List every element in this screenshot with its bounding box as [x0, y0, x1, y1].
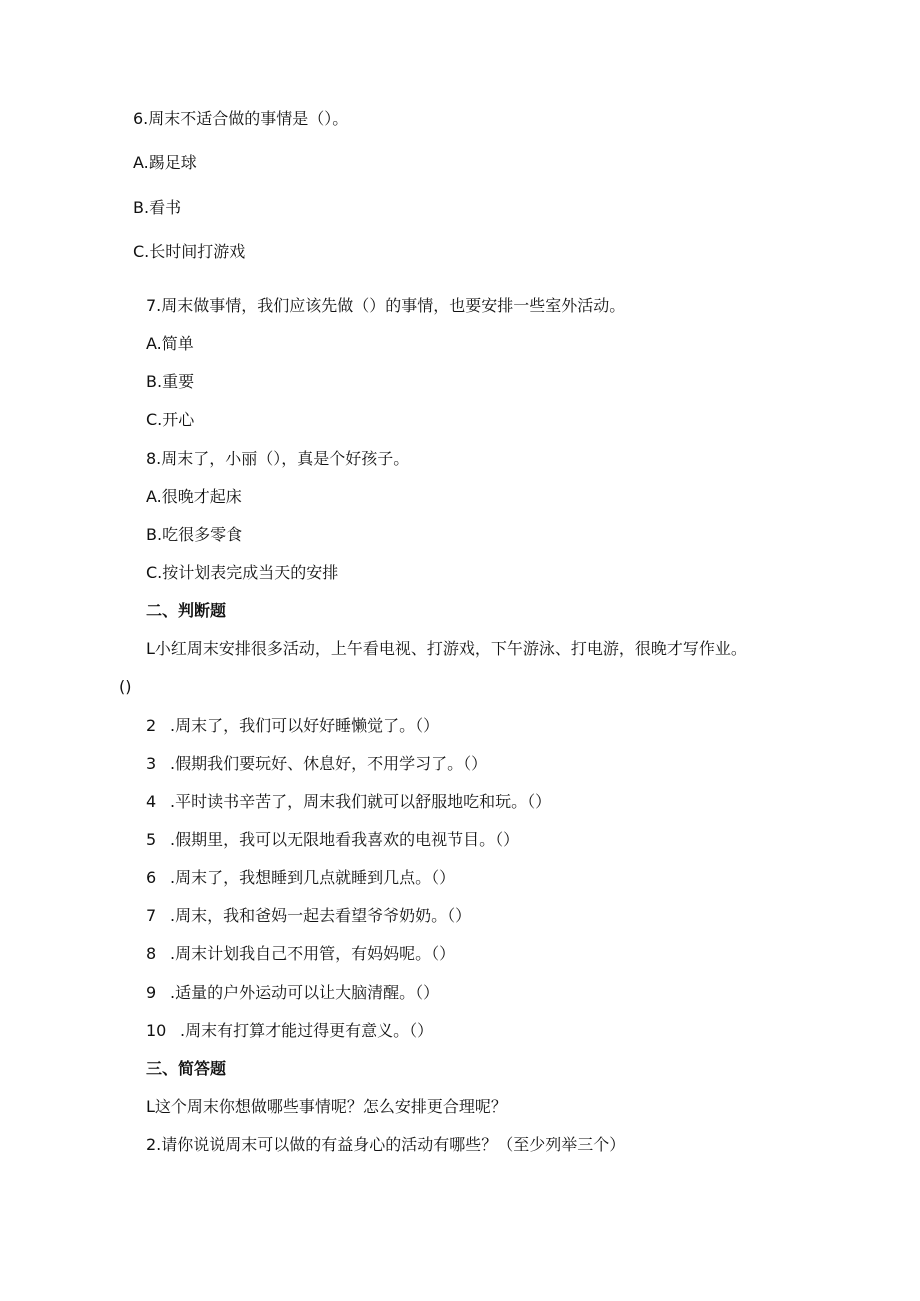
question-7-option-a: A.简单: [146, 334, 194, 353]
judge-item-text: .周末，我和爸妈一起去看望爷爷奶奶。（）: [170, 906, 472, 925]
judge-item-text: .周末有打算才能过得更有意义。（）: [180, 1021, 434, 1040]
judge-item-text: .适量的户外运动可以让大脑清醒。（）: [170, 983, 440, 1002]
section-heading-short-answer: 三、简答题: [146, 1059, 227, 1078]
question-7-stem: 7.周末做事情，我们应该先做（）的事情，也要安排一些室外活动。: [146, 296, 626, 315]
question-6-option-b: B.看书: [133, 198, 182, 217]
judge-item-text: .周末计划我自己不用管，有妈妈呢。（）: [170, 944, 456, 963]
section-heading-judge: 二、判断题: [146, 601, 227, 620]
short-answer-question-1: L这个周末你想做哪些事情呢？怎么安排更合理呢？: [146, 1097, 507, 1116]
judge-item-number: 9: [146, 983, 157, 1002]
judge-item-number: 2: [146, 716, 157, 735]
question-6-option-c: C.长时间打游戏: [133, 242, 246, 261]
question-8-stem: 8.周末了，小丽（），真是个好孩子。: [146, 449, 410, 468]
judge-item-10: [146, 1020, 433, 1042]
judge-item-text: .周末了，我想睡到几点就睡到几点。（）: [170, 868, 456, 887]
judge-item-number: 5: [146, 830, 157, 849]
judge-item-text: .假期我们要玩好、休息好，不用学习了。（）: [170, 754, 488, 773]
question-8-option-a: A.很晚才起床: [146, 487, 242, 506]
question-8-option-c: C.按计划表完成当天的安排: [146, 563, 339, 582]
judge-item-3: [146, 753, 487, 775]
judge-item-number: 8: [146, 944, 157, 963]
question-7-option-b: B.重要: [146, 372, 195, 391]
judge-item-5: [146, 829, 519, 851]
judge-item-2: [146, 715, 439, 737]
judge-item-4: [146, 791, 551, 813]
judge-item-number: 10: [146, 1021, 167, 1040]
judge-item-1-line-2: (): [119, 677, 132, 696]
short-answer-question-2: 2.请你说说周末可以做的有益身心的活动有哪些？（至少列举三个）: [146, 1135, 626, 1154]
judge-item-number: 4: [146, 792, 157, 811]
judge-item-number: 7: [146, 906, 157, 925]
question-6-option-a: A.踢足球: [133, 153, 197, 172]
question-8-option-b: B.吃很多零食: [146, 525, 243, 544]
judge-item-6: [146, 867, 455, 889]
judge-item-7: [146, 905, 471, 927]
judge-item-text: .周末了，我们可以好好睡懒觉了。（）: [170, 716, 440, 735]
judge-item-number: 3: [146, 754, 157, 773]
question-7-option-c: C.开心: [146, 410, 195, 429]
judge-item-number: 6: [146, 868, 157, 887]
judge-item-text: .假期里，我可以无限地看我喜欢的电视节目。（）: [170, 830, 520, 849]
judge-item-9: [146, 982, 439, 1004]
judge-item-text: .平时读书辛苦了，周末我们就可以舒服地吃和玩。（）: [170, 792, 552, 811]
judge-item-8: [146, 943, 455, 965]
judge-item-1-line-1: L小红周末安排很多活动，上午看电视、打游戏，下午游泳、打电游，很晚才写作业。: [146, 639, 747, 658]
question-6-stem: 6.周末不适合做的事情是（）。: [133, 109, 349, 128]
